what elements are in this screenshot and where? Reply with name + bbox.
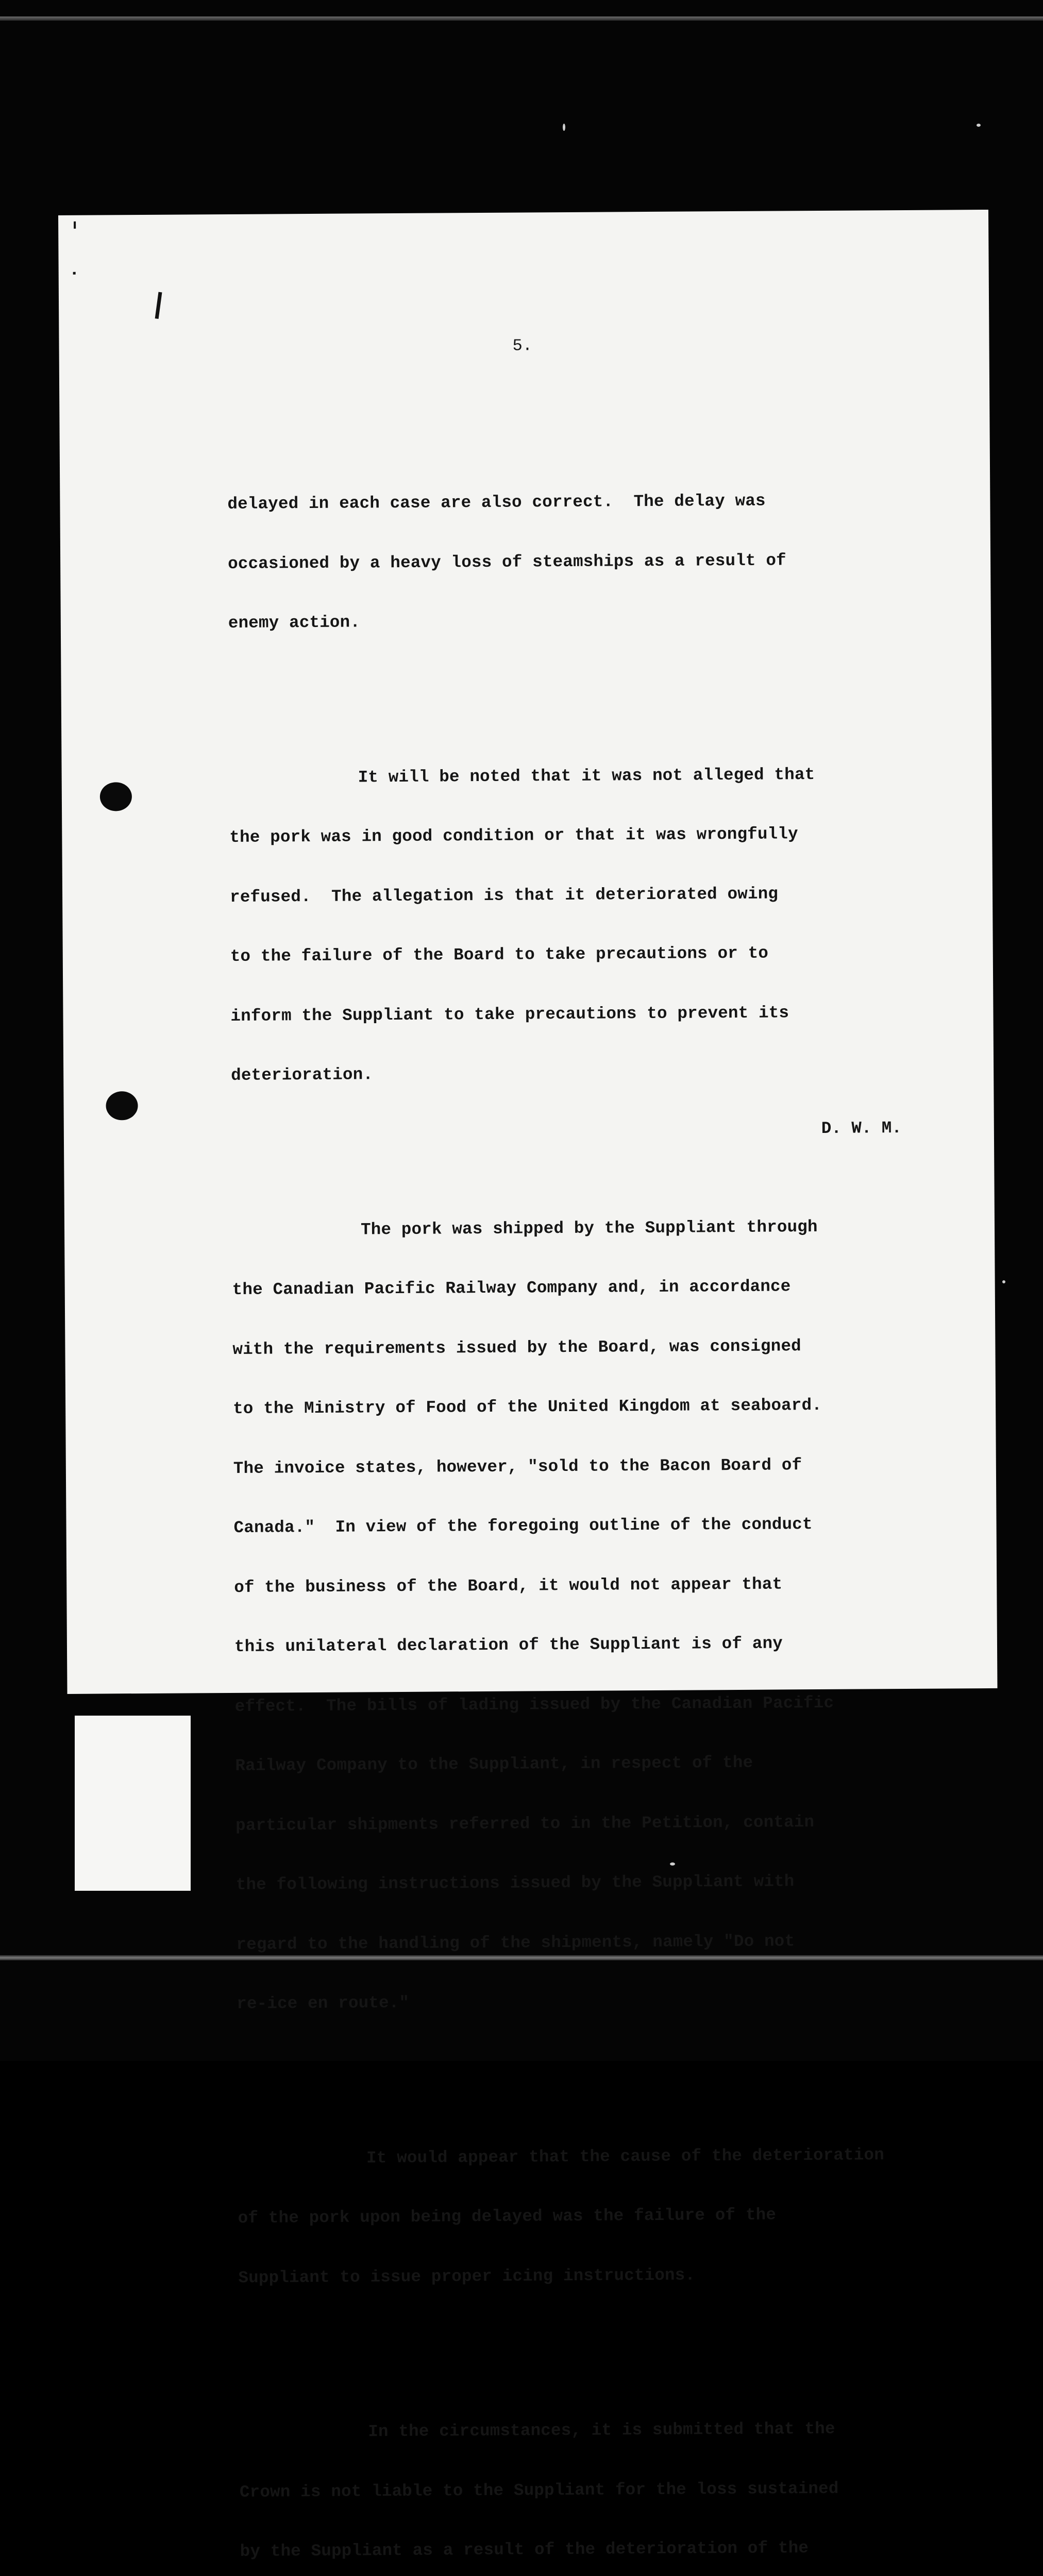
text-line: this unilateral declaration of the Suppliant is of any: [234, 1634, 783, 1656]
paragraph-3: [231, 1177, 968, 2054]
document-page: [58, 210, 997, 2561]
paragraph-5: [239, 2379, 973, 2576]
text-line: the following instructions issued by the Suppliant with: [235, 1872, 795, 1894]
text-line: Canada." In view of the foregoing outline of the conduct: [233, 1515, 813, 1537]
text-line: inform the Suppliant to take precautions to prevent its: [230, 1003, 789, 1026]
text-line: particular shipments referred to in the Petition, contain: [235, 1812, 815, 1835]
text-line: the pork was in good condition or that it was wrongfully: [229, 824, 798, 847]
text-line: the Canadian Pacific Railway Company and, in accordance: [232, 1277, 791, 1299]
text-line: Crown is not liable to the Suppliant for the loss sustained: [239, 2479, 839, 2502]
letter-body: [227, 411, 973, 2576]
text-line: refused. The allegation is that it deteriorated owing: [229, 884, 779, 907]
film-edge-bottom: [0, 1955, 1043, 1960]
film-dust: [977, 124, 981, 127]
text-line: The pork was shipped by the Suppliant through: [360, 1217, 818, 1239]
text-line: with the requirements issued by the Board, was consigned: [232, 1336, 801, 1359]
film-dust: [563, 124, 565, 131]
scan-speck: [155, 292, 162, 319]
text-line: occasioned by a heavy loss of steamships as a result of: [228, 550, 786, 573]
film-edge-top: [0, 16, 1043, 21]
text-line: It would appear that the cause of the deterioration: [366, 2145, 885, 2167]
text-line: of the pork upon being delayed was the failure of the: [238, 2205, 777, 2228]
text-line: effect. The bills of lading issued by the Canadian Pacific: [234, 1693, 834, 1716]
text-line: regard to the handling of the shipments, namely "Do not: [236, 1931, 795, 1954]
paragraph-1: [227, 450, 961, 673]
text-line: deterioration.: [231, 1065, 374, 1085]
text-line: of the business of the Board, it would not appear that: [234, 1574, 783, 1597]
punch-hole: [106, 1091, 138, 1120]
text-line: The invoice states, however, "sold to the Bacon Board of: [233, 1455, 802, 1478]
page-number: 5.: [512, 336, 533, 355]
paragraph-4: [237, 2105, 970, 2328]
film-dust: [670, 1862, 675, 1866]
text-line: to the Ministry of Food of the United Kingdom at seaboard.: [233, 1395, 822, 1418]
text-line: In the circumstances, it is submitted that the: [368, 2419, 835, 2442]
text-line: Railway Company to the Suppliant, in respect of the: [235, 1753, 753, 1775]
text-line: to the failure of the Board to take precautions or to: [230, 943, 769, 966]
signature-initials: D. W. M.: [821, 1118, 902, 1138]
text-line: re-ice en route.": [237, 1993, 410, 2013]
text-line: delayed in each case are also correct. The delay was: [227, 491, 766, 514]
paragraph-2: [229, 724, 963, 1126]
scan-speck: [73, 272, 76, 275]
text-line: It will be noted that it was not alleged that: [358, 765, 815, 787]
text-line: Suppliant to issue proper icing instructions.: [238, 2265, 696, 2287]
scan-speck: [74, 222, 76, 229]
text-line: by the Suppliant as a result of the deterioration of the: [240, 2538, 809, 2561]
film-dust: [1002, 1280, 1005, 1283]
text-line: enemy action.: [228, 613, 361, 633]
punch-hole: [100, 782, 132, 811]
paper-slip: [75, 1716, 191, 1891]
